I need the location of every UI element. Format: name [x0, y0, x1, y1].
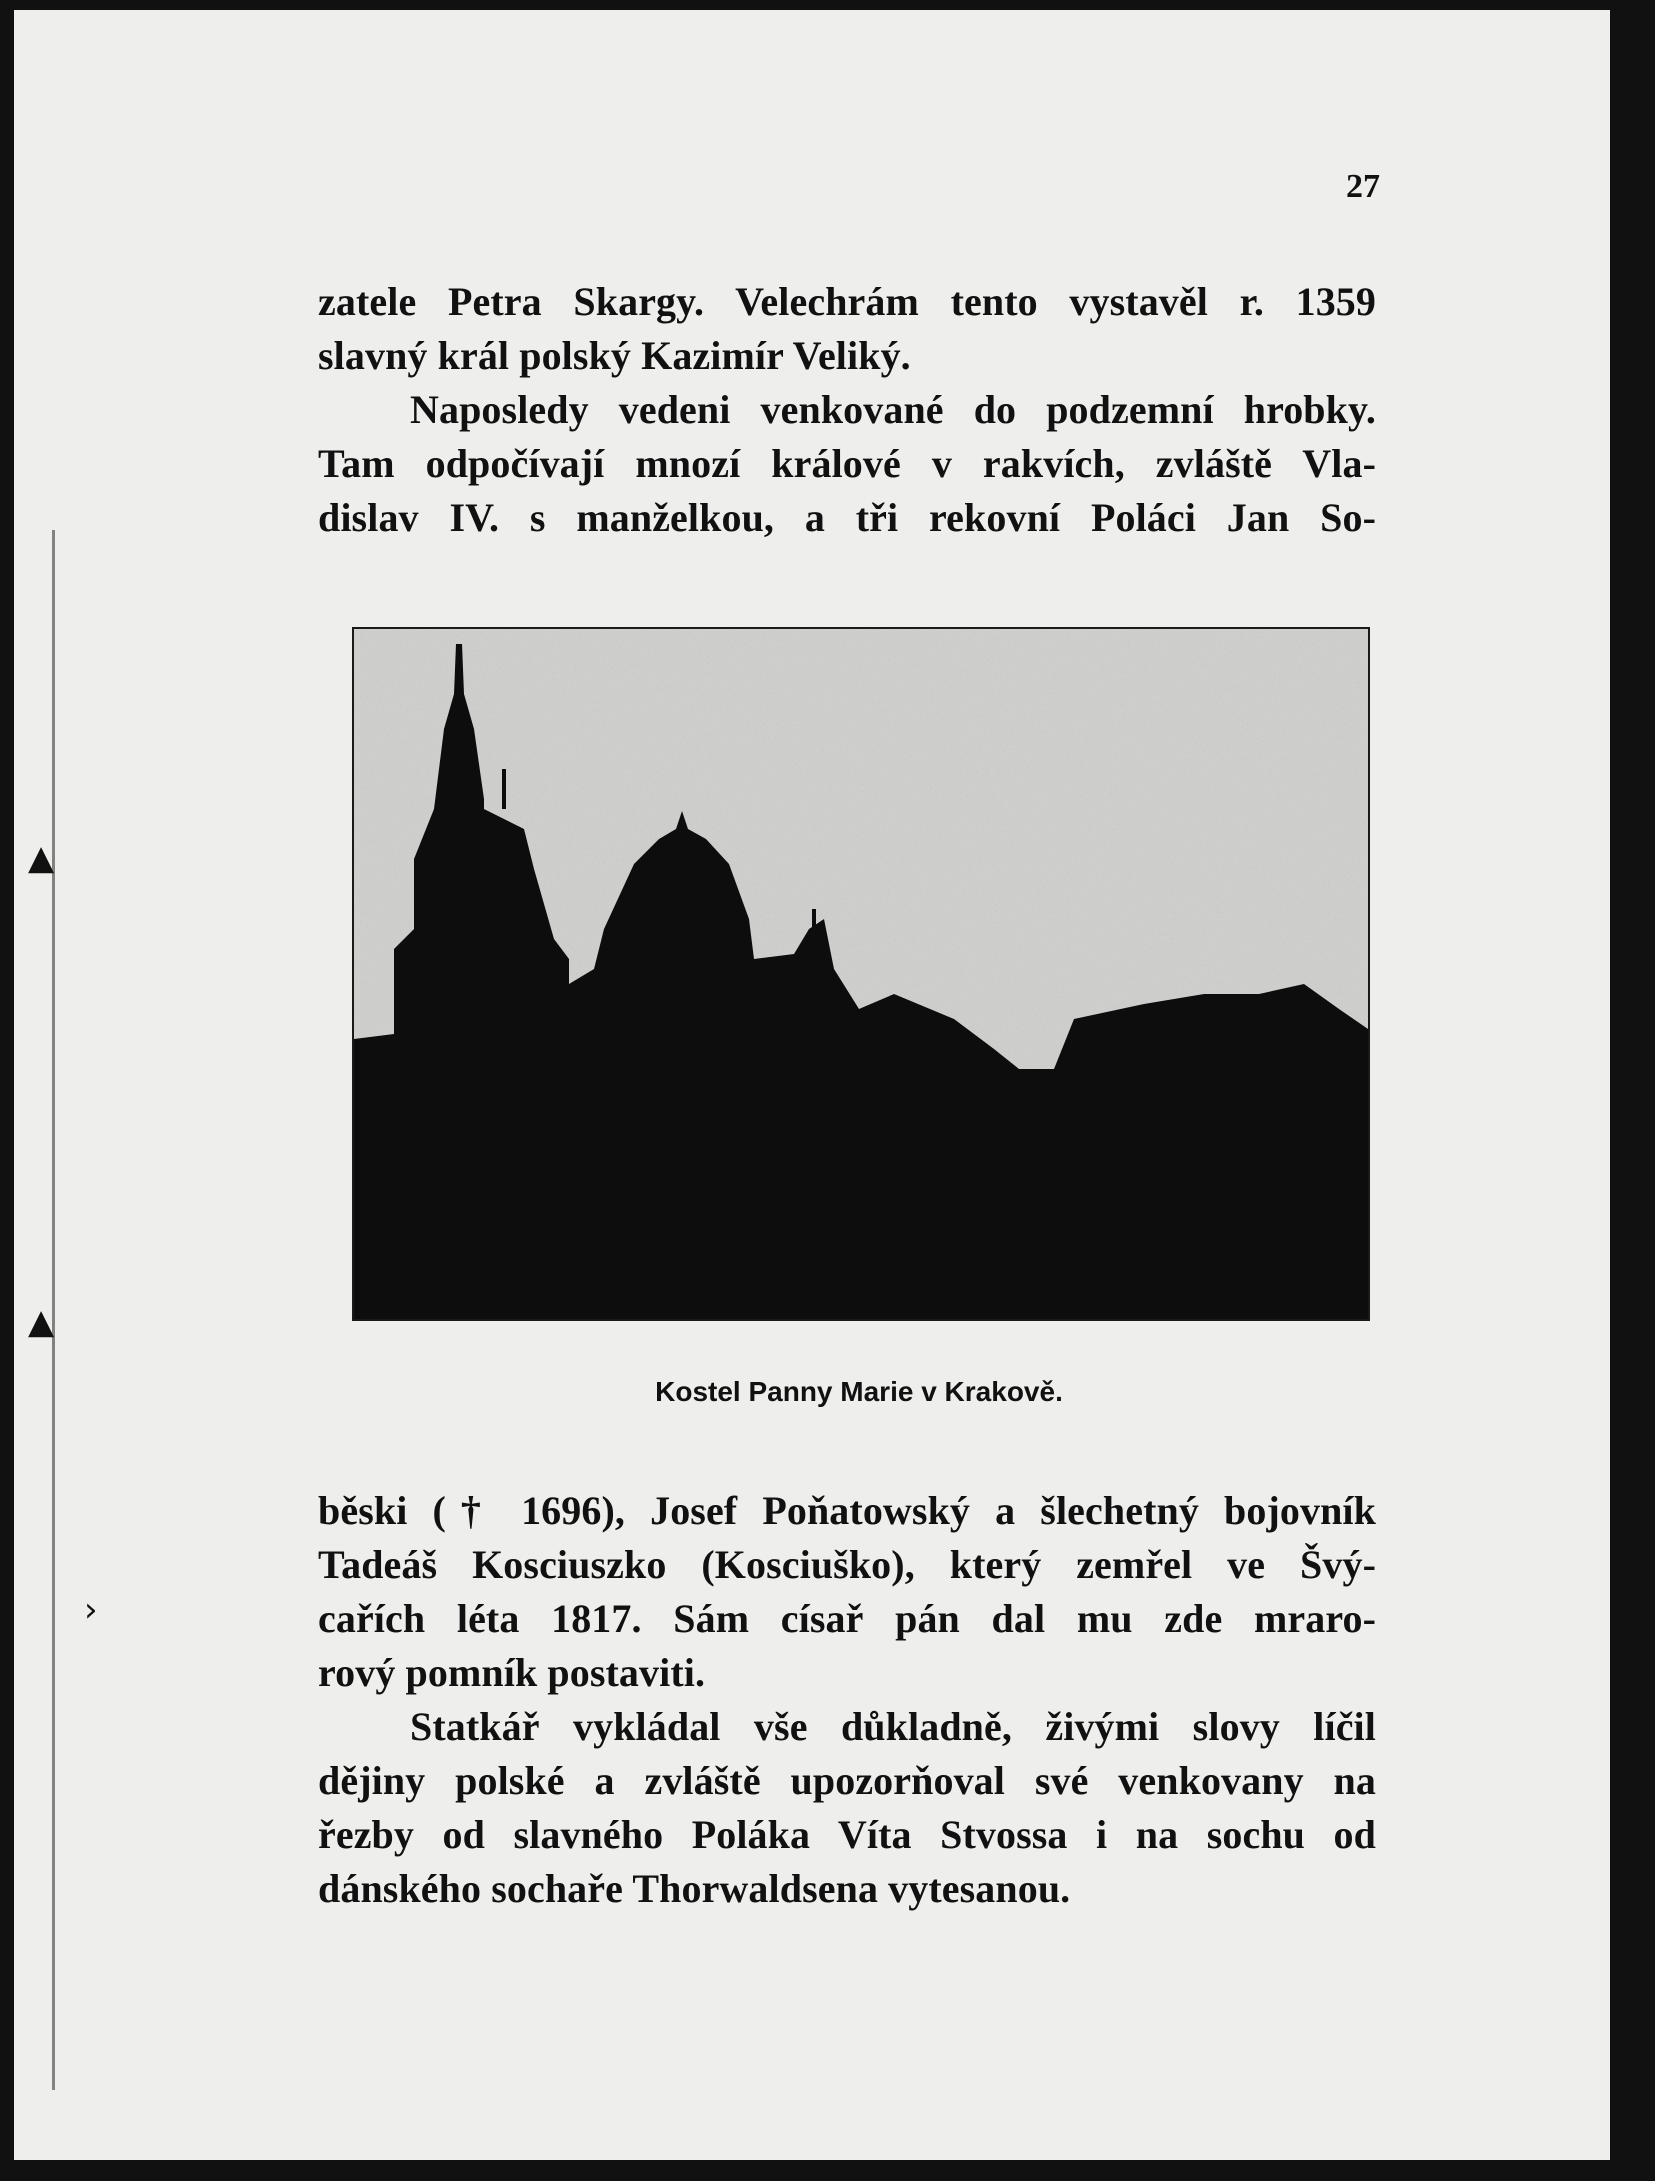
margin-tab-mark: ▲ — [28, 1302, 55, 1342]
text-line: dánského sochaře Thorwaldsena vytesanou. — [318, 1866, 1071, 1911]
page-number: 27 — [1346, 168, 1380, 205]
text-line: řezby od slavného Poláka Víta Stvossa i na sochu od — [318, 1812, 1376, 1857]
side-spire — [502, 769, 506, 809]
margin-arrow-mark: › — [84, 1590, 98, 1630]
church-photograph — [352, 627, 1370, 1321]
text-line: Tam odpočívají mnozí králové v rakvích, zvláště Vla- — [318, 441, 1376, 486]
top-text-block — [318, 275, 1376, 545]
text-line: zatele Petra Skargy. Velechrám tento vystavěl r. 1359 — [318, 279, 1376, 324]
figure-caption: Kostel Panny Marie v Krakově. — [655, 1376, 1063, 1407]
church-silhouette-image — [354, 629, 1368, 1319]
text-line: Naposledy vedeni venkované do podzemní hrobky. — [410, 387, 1376, 432]
text-line: dějiny polské a zvláště upozorňoval své venkovany na — [318, 1758, 1376, 1803]
roof-spire — [812, 909, 816, 939]
text-line: Statkář vykládal vše důkladně, živými slovy líčil — [410, 1704, 1376, 1749]
text-line: cařích léta 1817. Sám císař pán dal mu zde mraro- — [318, 1596, 1376, 1641]
book-page — [14, 10, 1610, 2160]
text-line: rový pomník postaviti. — [318, 1650, 706, 1695]
text-line: Tadeáš Kosciuszko (Kosciuško), který zemřel ve Švý- — [318, 1542, 1376, 1587]
bottom-text-block — [318, 1484, 1376, 1916]
margin-tab-mark: ▲ — [28, 838, 55, 878]
text-line: běski († 1696), Josef Poňatowský a šlechetný bojovník — [318, 1488, 1376, 1533]
text-line: dislav IV. s manželkou, a tři rekovní Poláci Jan So- — [318, 495, 1376, 540]
text-line: slavný král polský Kazimír Veliký. — [318, 333, 911, 378]
